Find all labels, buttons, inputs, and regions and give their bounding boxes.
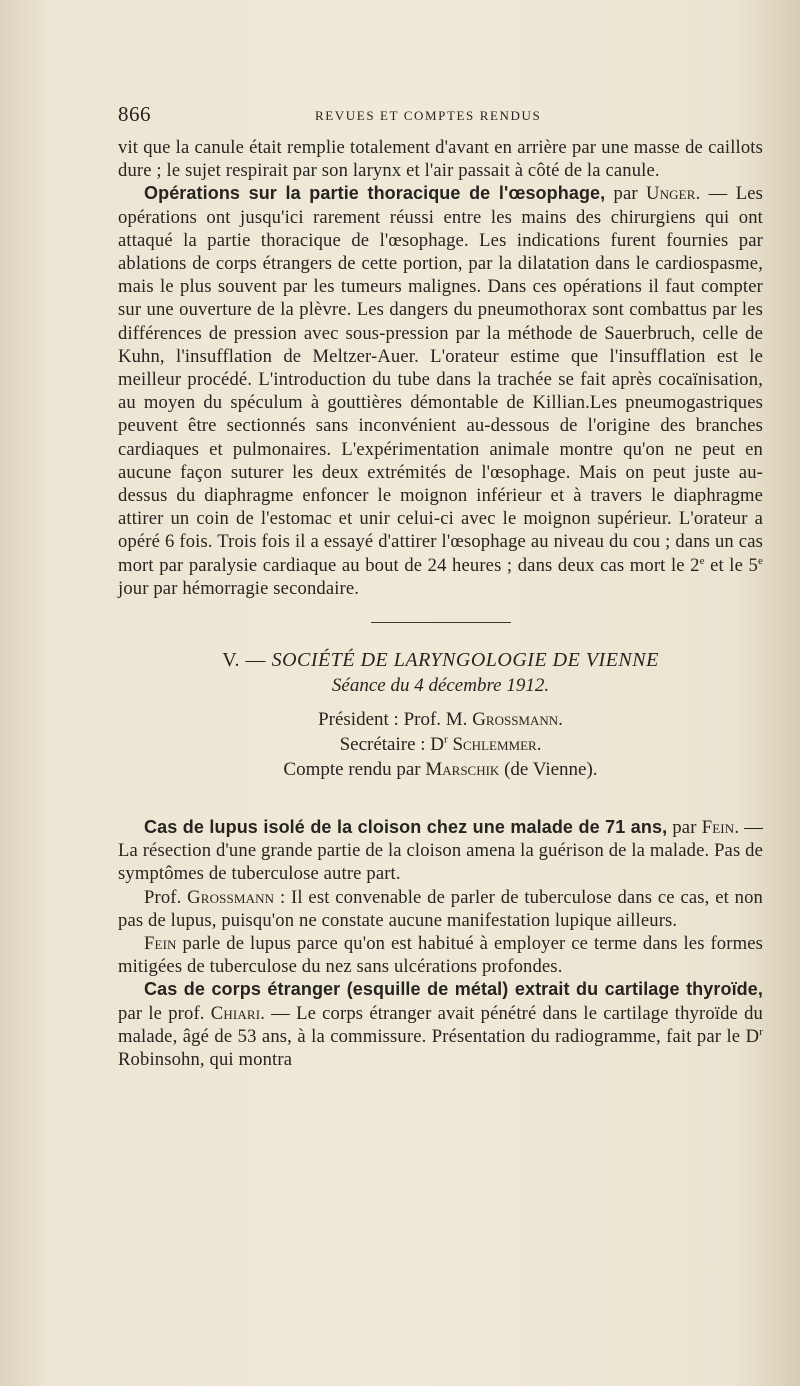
report-author: Marschik xyxy=(425,759,500,781)
foreign-body-case xyxy=(118,978,763,1071)
unger-article xyxy=(118,182,763,600)
session-date: Séance du 4 décembre 1912. xyxy=(331,675,550,697)
report-label: Compte rendu par xyxy=(283,759,426,781)
fein-remark xyxy=(118,932,763,978)
running-head xyxy=(118,96,763,136)
previous-paragraph: vit que la canule était remplie totalement d'avant en arrière par une masse de caillots dure ; le sujet respirait par son larynx et l'air passait à côté de la canule. xyxy=(118,137,763,182)
superscript-e: e xyxy=(757,554,763,567)
foreign-body-case-body: . — Le corps étranger avait pénétré dans le cartilage thyroïde du malade, âgé de 53 ans, à la commissure. Présentation du radiogramme, fait par le D xyxy=(118,1002,764,1047)
section-number: V. — xyxy=(222,649,272,672)
grossmann-name: Grossmann xyxy=(187,886,275,908)
secretary-end: . xyxy=(536,734,542,756)
report-line xyxy=(118,757,763,782)
section-divider xyxy=(371,622,511,623)
unger-article-mid: et le 5 xyxy=(704,554,758,576)
fein-name: Fein xyxy=(144,933,177,955)
report-end: (de Vienne). xyxy=(499,759,598,781)
unger-author: Unger xyxy=(646,183,696,205)
lupus-case-by: par xyxy=(667,817,702,839)
secretary-label: Secrétaire : D xyxy=(339,734,445,756)
foreign-body-case-end: Robinsohn, qui montra xyxy=(118,1049,293,1071)
foreign-body-case-by: par le prof. xyxy=(118,1002,211,1024)
fein-author: Fein xyxy=(701,817,735,839)
unger-article-body: . — Les opérations ont jusqu'ici rarement réussi entre les mains des chirurgiens qui ont attaqué la partie thoracique de l'œsophage. Les indications furent fournies par ablations de corps étrangers de cette portion, par la dilatation dans le cardiospasme, mais le plus souvent par les tumeurs malignes. Dans ces opérations il faut compter sur une ouverture de la plèvre. Les dangers du pneumothorax sont combattus par les différences de pression avec sous-pression par la méthode de Sauerbruch, celle de Kuhn, l'insufflation de Meltzer-Auer. L'orateur estime que l'insufflation est le meilleur procédé. L'introduction du tube dans la trachée se fait après cocaïnisation, au moyen du spéculum à gouttières démontable de Killian.Les pneumogastriques peuvent être sectionnés sans inconvénient au-dessous de l'origine des branches cardiaques et pulmonaires. L'expérimentation animale montre qu'on ne peut en aucune façon suturer les deux extrémités de l'œsophage. Mais on peut juste au-dessus du diaphragme enfoncer le moignon inférieur et à travers le diaphragme attirer un coin de l'estomac et unir celui-ci avec le moignon supérieur. L'orateur a opéré 6 fois. Trois fois il a essayé d'attirer l'œsophage au niveau du cou ; dans un cas mort par paralysie cardiaque au bout de 24 heures ; dans deux cas mort le 2 xyxy=(118,183,764,576)
society-name: SOCIÉTÉ DE LARYNGOLOGIE DE VIENNE xyxy=(271,649,659,672)
page-number: 866 xyxy=(118,102,151,126)
president-end: . xyxy=(558,709,563,731)
superscript-r: r xyxy=(759,1025,763,1038)
grossmann-remark xyxy=(118,886,763,932)
lupus-case xyxy=(118,816,763,886)
fein-remark-body: parle de lupus parce qu'on est habitué à employer ce terme dans les formes mitigées de tuberculose du nez sans ulcérations profondes. xyxy=(118,933,763,978)
grossmann-prefix: Prof. xyxy=(144,886,188,908)
secretary-line xyxy=(118,732,763,757)
president-label: Président : Prof. M. xyxy=(318,709,473,731)
chiari-author: Chiari xyxy=(210,1002,261,1024)
superscript-r: r xyxy=(444,733,448,746)
grossmann-remark-body: : Il est convenable de parler de tuberculose dans ce cas, et non pas de lupus, puisqu'on ne constate aucune manifestation lupique ailleurs. xyxy=(118,886,763,931)
unger-article-end: jour par hémorragie secondaire. xyxy=(118,577,360,599)
running-title: REVUES ET COMPTES RENDUS xyxy=(315,108,542,123)
unger-article-by: par xyxy=(605,183,647,205)
president-name: Grossmann xyxy=(472,709,559,731)
lupus-case-title: Cas de lupus isolé de la cloison chez une malade de 71 ans, xyxy=(144,817,668,838)
president-line xyxy=(118,707,763,732)
page-content xyxy=(118,96,763,1071)
secretary-name: Schlemmer xyxy=(447,734,537,756)
foreign-body-case-title: Cas de corps étranger (esquille de métal) extrait du cartilage thyroïde, xyxy=(144,979,763,1000)
lupus-case-body: . — La résection d'une grande partie de la cloison amena la guérison de la malade. Pas de symptômes de tuberculose autre part. xyxy=(118,817,763,885)
superscript-e: e xyxy=(699,554,705,567)
unger-article-title: Opérations sur la partie thoracique de l'œsophage, xyxy=(144,183,606,204)
society-heading xyxy=(118,647,763,673)
